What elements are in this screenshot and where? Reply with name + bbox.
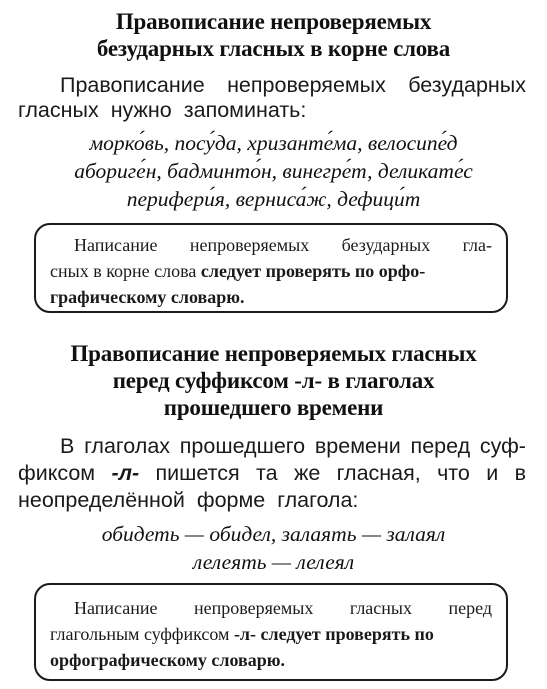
rule-line — [50, 647, 492, 673]
section1-title-line: безударных гласных в корне слова — [96, 36, 451, 61]
section1-title-line: Правописание непроверяемых — [115, 9, 432, 34]
rule-emphasis: следует проверять по орфо- — [200, 261, 426, 281]
example-line: обидеть — обидел, залаять — залаял — [101, 522, 446, 546]
rule-line: глагольным суффиксом -л- следует проверять по — [50, 624, 434, 644]
section2-title — [0, 340, 547, 421]
rule-line: Написание непроверяемых безударных гла- — [74, 235, 492, 255]
example-line: лелеять — лелеял — [192, 550, 355, 574]
suffix-mark: -л- — [111, 461, 140, 485]
section2-intro-line: фиксом -л- пишется та же гласная, что и в — [18, 461, 527, 485]
rule-line — [50, 284, 492, 310]
rule-line: Написание непроверяемых гласных перед — [74, 598, 493, 618]
section2-title-line: перед суффиксом -л- в глаголах — [112, 368, 435, 393]
section2-examples — [0, 520, 547, 576]
section2-intro — [18, 433, 526, 514]
section1-intro-line: гласных нужно запоминать: — [18, 98, 307, 122]
section1-rule-box — [34, 223, 508, 313]
example-line: абориге́н, бадминто́н, винегре́т, деликате́с — [74, 159, 473, 183]
section1-intro-line: Правописание непроверяемых безударных — [60, 73, 526, 97]
rule-emphasis: -л- следует проверять по — [233, 624, 434, 644]
section1-intro — [18, 73, 526, 123]
example-line: морко́вь, посу́да, хризанте́ма, велосипе́д — [89, 131, 458, 155]
section2-title-line: прошедшего времени — [163, 395, 384, 420]
rule-emphasis: графическому словарю. — [50, 287, 245, 307]
section1-examples — [0, 129, 547, 213]
section2-intro-line: В глаголах прошедшего времени перед суф- — [60, 434, 526, 458]
rule-line: сных в корне слова следует проверять по орфо- — [50, 261, 426, 281]
rule-emphasis: орфографическому словарю. — [50, 650, 286, 670]
section2-intro-line: неопределённой форме глагола: — [18, 488, 359, 512]
section2-rule-box — [34, 583, 508, 681]
section2-title-line: Правописание непроверяемых гласных — [70, 341, 477, 366]
example-line: перифери́я, верниса́ж, дефици́т — [126, 187, 421, 211]
section1-title — [0, 8, 547, 62]
